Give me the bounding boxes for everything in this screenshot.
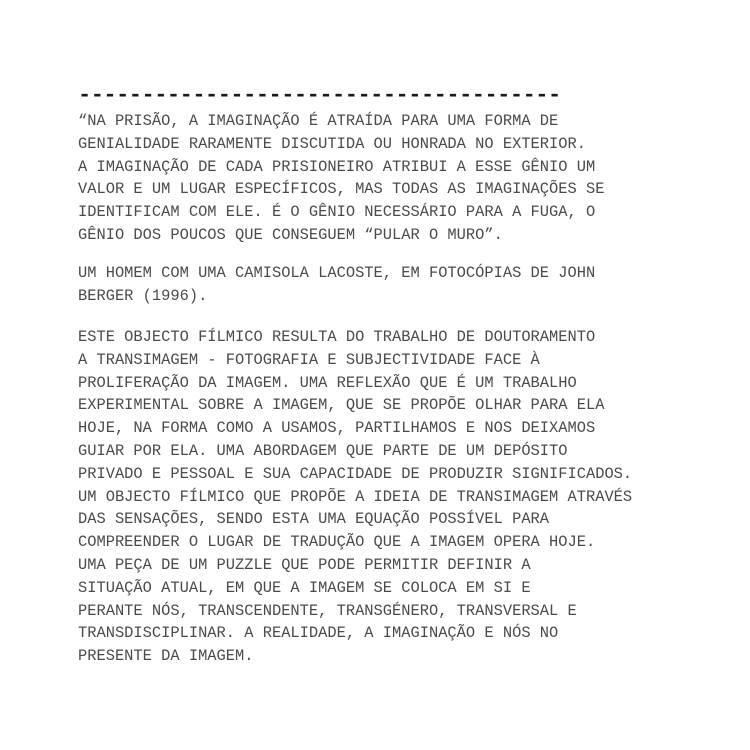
description-line: COMPREENDER O LUGAR DE TRADUÇÃO QUE A IMAGEM OPERA HOJE. xyxy=(78,533,596,552)
description-line: PRIVADO E PESSOAL E SUA CAPACIDADE DE PRODUZIR SIGNIFICADOS. xyxy=(78,464,633,483)
quote-line: GENIALIDADE RARAMENTE DISCUTIDA OU HONRADA NO EXTERIOR. xyxy=(78,134,586,153)
description-line: UMA PEÇA DE UM PUZZLE QUE PODE PERMITIR DEFINIR A xyxy=(78,555,531,574)
description-line: ESTE OBJECTO FÍLMICO RESULTA DO TRABALHO DE DOUTORAMENTO xyxy=(78,328,596,346)
quote-line: VALOR E UM LUGAR ESPECÍFICOS, MAS TODAS AS IMAGINAÇÕES SE xyxy=(78,180,605,199)
quote-line: IDENTIFICAM COM ELE. É O GÊNIO NECESSÁRIO PARA A FUGA, O xyxy=(78,203,596,222)
citation-line: BERGER (1996). xyxy=(78,286,208,305)
description-line: HOJE, NA FORMA COMO A USAMOS, PARTILHAMOS E NOS DEIXAMOS xyxy=(78,419,596,438)
description-line: UM OBJECTO FÍLMICO QUE PROPÕE A IDEIA DE TRANSIMAGEM ATRAVÉS xyxy=(78,487,633,506)
dashed-divider: -------------------------------------- xyxy=(78,84,561,108)
description-line: A TRANSIMAGEM - FOTOGRAFIA E SUBJECTIVIDADE FACE À xyxy=(78,350,540,369)
citation-line: UM HOMEM COM UMA CAMISOLA LACOSTE, EM FOTOCÓPIAS DE JOHN xyxy=(78,264,596,282)
quote-line: A IMAGINAÇÃO DE CADA PRISIONEIRO ATRIBUI A ESSE GÊNIO UM xyxy=(78,157,596,176)
description-line: GUIAR POR ELA. UMA ABORDAGEM QUE PARTE DE UM DEPÓSITO xyxy=(78,441,568,460)
description-line: PRESENTE DA IMAGEM. xyxy=(78,647,254,666)
description-line: DAS SENSAÇÕES, SENDO ESTA UMA EQUAÇÃO POSSÍVEL PARA xyxy=(78,510,550,529)
quote-paragraph xyxy=(78,110,738,247)
quote-line: GÊNIO DOS POUCOS QUE CONSEGUEM “PULAR O MURO”. xyxy=(78,225,503,244)
quote-line: “NA PRISÃO, A IMAGINAÇÃO É ATRAÍDA PARA UMA FORMA DE xyxy=(78,112,559,130)
description-paragraph xyxy=(78,326,738,668)
description-line: TRANSDISCIPLINAR. A REALIDADE, A IMAGINAÇÃO E NÓS NO xyxy=(78,624,559,643)
description-line: PROLIFERAÇÃO DA IMAGEM. UMA REFLEXÃO QUE É UM TRABALHO xyxy=(78,373,577,392)
citation-paragraph xyxy=(78,262,738,308)
description-line: PERANTE NÓS, TRANSCENDENTE, TRANSGÉNERO, TRANSVERSAL E xyxy=(78,601,577,620)
description-line: EXPERIMENTAL SOBRE A IMAGEM, QUE SE PROPÕE OLHAR PARA ELA xyxy=(78,396,605,415)
description-line: SITUAÇÃO ATUAL, EM QUE A IMAGEM SE COLOCA EM SI E xyxy=(78,578,531,597)
